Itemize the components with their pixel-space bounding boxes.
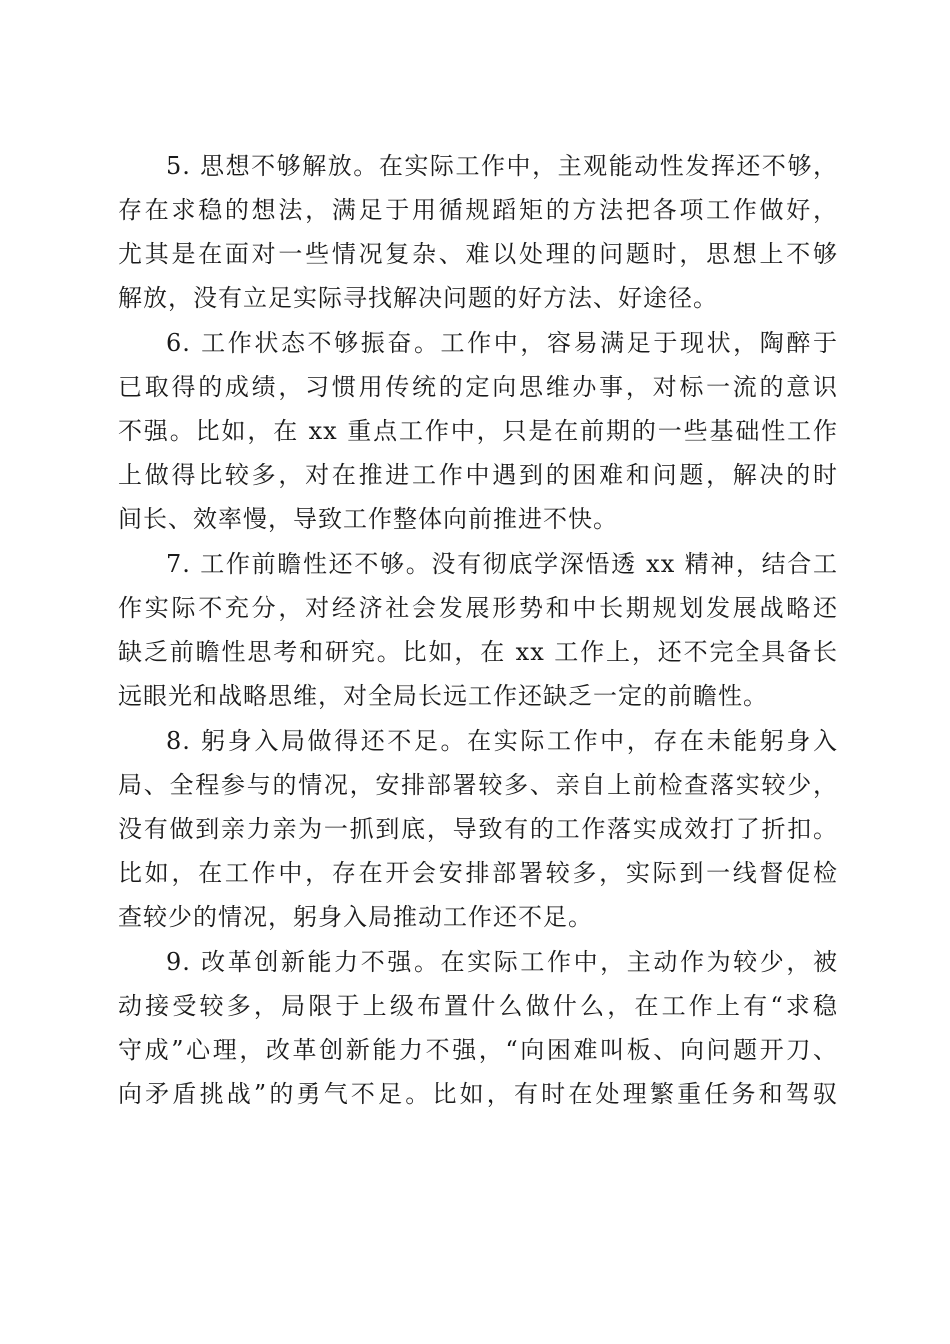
paragraph-5-line-1: 5. 思想不够解放。在实际工作中，主观能动性发挥还不够，	[166, 152, 838, 180]
paragraph-8-line-4: 比如，在工作中，存在开会安排部署较多，实际到一线督促检	[118, 859, 838, 887]
paragraph-9-line-3: 守成”心理，改革创新能力不强，“向困难叫板、向问题开刀、	[118, 1036, 838, 1064]
paragraph-9-line-2: 动接受较多，局限于上级布置什么做什么，在工作上有“求稳	[118, 992, 838, 1020]
paragraph-6-line-1: 6. 工作状态不够振奋。工作中，容易满足于现状，陶醉于	[166, 329, 838, 357]
paragraph-8-line-5: 查较少的情况，躬身入局推动工作还不足。	[118, 903, 593, 931]
paragraph-6-line-3: 不强。比如，在 xx 重点工作中，只是在前期的一些基础性工作	[118, 417, 838, 445]
paragraph-6-line-2: 已取得的成绩，习惯用传统的定向思维办事，对标一流的意识	[118, 373, 838, 401]
paragraph-5-line-2: 存在求稳的想法，满足于用循规蹈矩的方法把各项工作做好，	[118, 196, 838, 224]
paragraph-6-line-4: 上做得比较多，对在推进工作中遇到的困难和问题，解决的时	[118, 461, 838, 489]
paragraph-7-line-2: 作实际不充分，对经济社会发展形势和中长期规划发展战略还	[118, 594, 838, 622]
paragraph-5-line-4: 解放，没有立足实际寻找解决问题的好方法、好途径。	[118, 284, 718, 312]
paragraph-5-line-3: 尤其是在面对一些情况复杂、难以处理的问题时，思想上不够	[118, 240, 838, 268]
paragraph-9-line-4: 向矛盾挑战”的勇气不足。比如，有时在处理繁重任务和驾驭	[118, 1080, 838, 1108]
paragraph-8-line-3: 没有做到亲力亲为一抓到底，导致有的工作落实成效打了折扣。	[118, 815, 838, 843]
paragraph-6-line-5: 间长、效率慢，导致工作整体向前推进不快。	[118, 505, 618, 533]
paragraph-7-line-4: 远眼光和战略思维，对全局长远工作还缺乏一定的前瞻性。	[118, 682, 768, 710]
paragraph-8-line-1: 8. 躬身入局做得还不足。在实际工作中，存在未能躬身入	[166, 727, 838, 755]
paragraph-7-line-1: 7. 工作前瞻性还不够。没有彻底学深悟透 xx 精神，结合工	[166, 550, 838, 578]
paragraph-8-line-2: 局、全程参与的情况，安排部署较多、亲自上前检查落实较少，	[118, 771, 838, 799]
paragraph-7-line-3: 缺乏前瞻性思考和研究。比如，在 xx 工作上，还不完全具备长	[118, 638, 838, 666]
paragraph-9-line-1: 9. 改革创新能力不强。在实际工作中，主动作为较少，被	[166, 948, 838, 976]
